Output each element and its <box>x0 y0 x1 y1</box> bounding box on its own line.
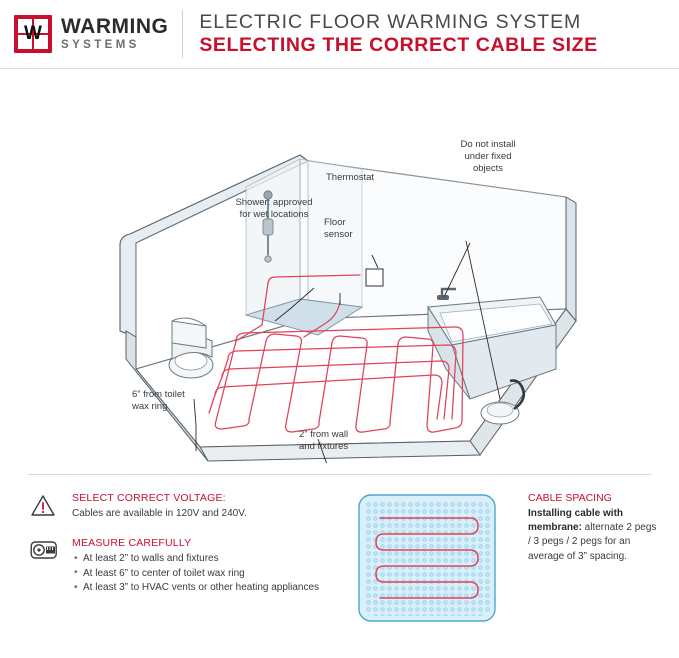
callout-fixed-objects-line1: Do not install <box>460 139 516 150</box>
tip-measure-heading: MEASURE CAREFULLY <box>72 537 192 549</box>
tip-measure <box>30 537 350 596</box>
brand-line-1: WARMING <box>61 15 169 39</box>
callout-toilet-line1: 6” from toilet <box>132 389 185 400</box>
tip-measure-bullet-1: • At least 2” to walls and fixtures <box>72 552 319 566</box>
bathroom-isometric-diagram <box>0 69 679 463</box>
callout-floor-sensor-line1: Floor <box>324 217 346 228</box>
brand-wordmark <box>61 16 168 52</box>
callout-floor-sensor <box>324 217 353 241</box>
callout-shower-line1: Shower: approved <box>235 197 313 208</box>
cable-spacing-body <box>528 507 660 564</box>
callout-shower-line2: for wet locations <box>239 209 309 221</box>
callout-thermostat: Thermostat <box>326 172 375 183</box>
tape-measure-icon <box>30 537 60 596</box>
callout-wall-line1: 2” from wall <box>299 429 349 440</box>
warming-systems-logo-icon <box>14 15 52 53</box>
page-subtitle: SELECTING THE CORRECT CABLE SIZE <box>199 34 598 56</box>
callout-toilet-clearance <box>132 389 185 413</box>
brand-line-2: SYSTEMS <box>61 39 140 52</box>
section-divider <box>28 474 651 475</box>
bottom-section <box>0 492 679 642</box>
callout-fixed-objects-line2: under fixed <box>464 151 512 163</box>
tip-measure-bullets <box>72 552 319 595</box>
tip-voltage-text: Cables are available in 120V and 240V. <box>72 508 247 519</box>
callout-floor-sensor-line2: sensor <box>324 229 353 241</box>
cable-spacing-heading: CABLE SPACING <box>528 492 612 504</box>
tip-voltage-heading: SELECT CORRECT VOLTAGE: <box>72 492 226 504</box>
tip-measure-bullet-3: • At least 3” to HVAC vents or other heating appliances <box>72 581 319 595</box>
callout-fixed-objects-line3: objects <box>472 163 504 175</box>
callout-wall-clearance <box>299 429 348 453</box>
callout-fixed-objects <box>442 139 534 175</box>
page-title: ELECTRIC FLOOR WARMING SYSTEM <box>199 11 582 33</box>
header-title-block <box>183 11 597 57</box>
callout-wall-line2: and fixtures <box>299 441 349 453</box>
brand-logo <box>14 15 182 53</box>
cable-spacing-text: alternate 2 pegs / 3 pegs / 2 pegs for an average of 3” spacing. <box>528 522 657 562</box>
tips-list <box>30 492 350 610</box>
cable-spacing-lead: Installing cable with membrane: <box>528 508 624 534</box>
membrane-cable-diagram <box>358 494 498 624</box>
callout-toilet-line2: wax ring <box>132 401 168 413</box>
logo-letter: W <box>24 23 42 44</box>
callout-shower <box>222 197 326 221</box>
tip-voltage <box>30 492 350 523</box>
cable-spacing-block <box>528 492 660 564</box>
warning-triangle-icon <box>30 492 60 523</box>
page-header <box>0 0 679 68</box>
tip-measure-bullet-2: • At least 6” to center of toilet wax ring <box>72 567 319 581</box>
bathroom-svg <box>0 69 679 463</box>
